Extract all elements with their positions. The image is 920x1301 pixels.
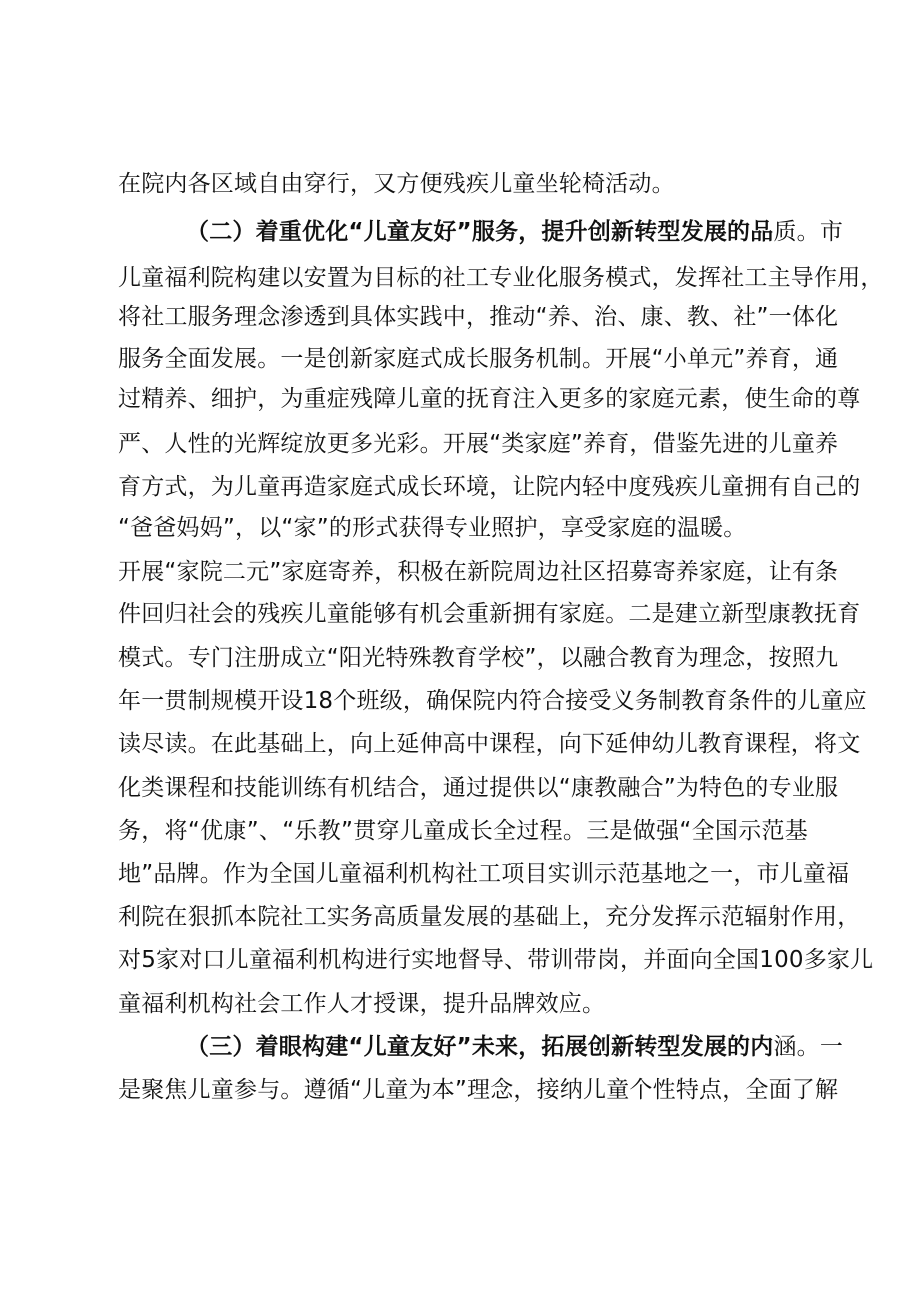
section-heading-3 bbox=[186, 1030, 844, 1064]
paragraph-line: 年一贯制规模开设18个班级，确保院内符合接受义务制教育条件的儿童应 bbox=[118, 688, 867, 714]
paragraph-line: 开展“家院二元”家庭寄养，积极在新院周边社区招募寄养家庭，让有条 bbox=[118, 559, 839, 585]
paragraph-line: 育方式，为儿童再造家庭式成长环境，让院内轻中度残疾儿童拥有自己的 bbox=[118, 474, 861, 500]
paragraph-line: 务，将“优康”、“乐教”贯穿儿童成长全过程。三是做强“全国示范基 bbox=[118, 818, 808, 844]
section-heading-2-bold: （二）着重优化“儿童友好”服务，提升创新转型发展的品 bbox=[186, 219, 774, 245]
paragraph-line: 对5家对口儿童福利机构进行实地督导、带训带岗，并面向全国100多家儿 bbox=[118, 947, 874, 973]
section-heading-3-bold: （三）着眼构建“儿童友好”未来，拓展创新转型发展的内 bbox=[186, 1034, 774, 1060]
paragraph-line: 件回归社会的残疾儿童能够有机会重新拥有家庭。二是建立新型康教抚育 bbox=[118, 601, 861, 627]
paragraph-line: 在院内各区域自由穿行，又方便残疾儿童坐轮椅活动。 bbox=[118, 171, 675, 197]
paragraph-line: 模式。专门注册成立“阳光特殊教育学校”，以融合教育为理念，按照九 bbox=[118, 645, 839, 671]
section-heading-3-rest: 涵。一 bbox=[773, 1034, 844, 1060]
paragraph-line: 读尽读。在此基础上，向上延伸高中课程，向下延伸幼儿教育课程，将文 bbox=[118, 731, 861, 757]
paragraph-line: 服务全面发展。一是创新家庭式成长服务机制。开展“小单元”养育，通 bbox=[118, 346, 839, 372]
paragraph-line: 童福利机构社会工作人才授课，提升品牌效应。 bbox=[118, 991, 606, 1017]
section-heading-2 bbox=[186, 215, 844, 249]
paragraph-line: 过精养、细护，为重症残障儿童的抚育注入更多的家庭元素，使生命的尊 bbox=[118, 386, 861, 412]
paragraph-line: 儿童福利院构建以安置为目标的社工专业化服务模式，发挥社工主导作用， bbox=[118, 265, 884, 291]
paragraph-line: 利院在狠抓本院社工实务高质量发展的基础上，充分发挥示范辐射作用， bbox=[118, 904, 861, 930]
section-heading-2-rest: 质。市 bbox=[773, 219, 844, 245]
paragraph-line: 严、人性的光辉绽放更多光彩。开展“类家庭”养育，借鉴先进的儿童养 bbox=[118, 431, 839, 457]
paragraph-line: “爸爸妈妈”，以“家”的形式获得专业照护，享受家庭的温暖。 bbox=[118, 515, 747, 541]
paragraph-line: 地”品牌。作为全国儿童福利机构社工项目实训示范基地之一，市儿童福 bbox=[118, 861, 850, 887]
paragraph-line: 是聚焦儿童参与。遵循“儿童为本”理念，接纳儿童个性特点，全面了解 bbox=[118, 1077, 839, 1103]
paragraph-line: 将社工服务理念渗透到具体实践中，推动“养、治、康、教、社”一体化 bbox=[118, 304, 839, 330]
paragraph-line: 化类课程和技能训练有机结合，通过提供以“康教融合”为特色的专业服 bbox=[118, 775, 839, 801]
